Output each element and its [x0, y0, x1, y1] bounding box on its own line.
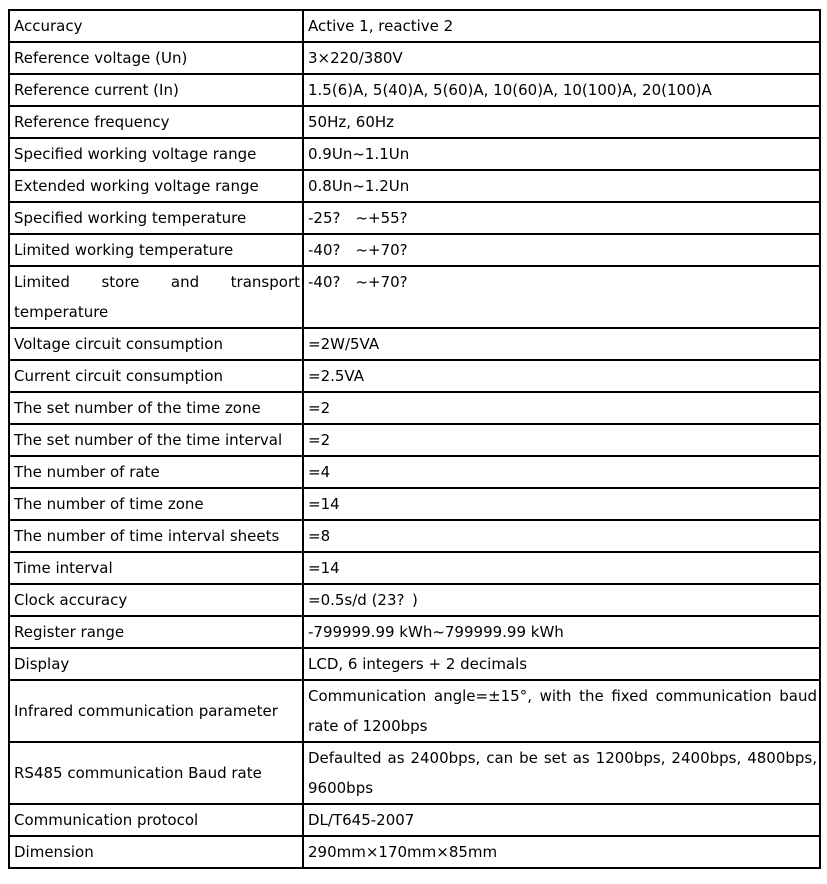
- spec-row: [9, 520, 820, 552]
- spec-label: Register range: [9, 616, 303, 648]
- spec-row: [9, 106, 820, 138]
- spec-row: [9, 584, 820, 616]
- spec-label: Voltage circuit consumption: [9, 328, 303, 360]
- spec-label: The set number of the time interval: [9, 424, 303, 456]
- spec-row: [9, 488, 820, 520]
- spec-value: LCD, 6 integers + 2 decimals: [303, 648, 820, 680]
- spec-label: Reference voltage (Un): [9, 42, 303, 74]
- spec-row: [9, 10, 820, 42]
- spec-label: Time interval: [9, 552, 303, 584]
- spec-row: [9, 170, 820, 202]
- spec-value: -40? ~+70?: [303, 234, 820, 266]
- spec-row: [9, 424, 820, 456]
- spec-label: Infrared communication parameter: [9, 680, 303, 742]
- spec-label: Limited working temperature: [9, 234, 303, 266]
- spec-value: =4: [303, 456, 820, 488]
- spec-label: Reference frequency: [9, 106, 303, 138]
- spec-value: -799999.99 kWh~799999.99 kWh: [303, 616, 820, 648]
- spec-row: [9, 804, 820, 836]
- spec-label: RS485 communication Baud rate: [9, 742, 303, 804]
- spec-label: Current circuit consumption: [9, 360, 303, 392]
- spec-row: [9, 552, 820, 584]
- spec-value: 1.5(6)A, 5(40)A, 5(60)A, 10(60)A, 10(100)A, 20(100)A: [303, 74, 820, 106]
- spec-label: The number of time zone: [9, 488, 303, 520]
- spec-label: Specified working temperature: [9, 202, 303, 234]
- spec-value: Communication angle=±15°, with the fixed communication baud rate of 1200bps: [303, 680, 820, 742]
- spec-row: [9, 742, 820, 804]
- spec-row: [9, 202, 820, 234]
- spec-value: 290mm×170mm×85mm: [303, 836, 820, 868]
- spec-label: Reference current (In): [9, 74, 303, 106]
- spec-label: The set number of the time zone: [9, 392, 303, 424]
- spec-value: DL/T645-2007: [303, 804, 820, 836]
- spec-label: Extended working voltage range: [9, 170, 303, 202]
- spec-label: Dimension: [9, 836, 303, 868]
- spec-value: =0.5s/d (23? ): [303, 584, 820, 616]
- spec-label: Clock accuracy: [9, 584, 303, 616]
- spec-value: -25? ~+55?: [303, 202, 820, 234]
- spec-label: The number of time interval sheets: [9, 520, 303, 552]
- spec-row: [9, 42, 820, 74]
- spec-label: The number of rate: [9, 456, 303, 488]
- spec-row: [9, 648, 820, 680]
- spec-row: [9, 266, 820, 328]
- spec-value: =2.5VA: [303, 360, 820, 392]
- spec-row: [9, 138, 820, 170]
- spec-row: [9, 680, 820, 742]
- spec-label: Communication protocol: [9, 804, 303, 836]
- spec-value: =2: [303, 392, 820, 424]
- spec-value: =14: [303, 552, 820, 584]
- spec-row: [9, 836, 820, 868]
- spec-value: 0.9Un~1.1Un: [303, 138, 820, 170]
- spec-value: =8: [303, 520, 820, 552]
- spec-label: Display: [9, 648, 303, 680]
- spec-row: [9, 360, 820, 392]
- spec-label: Limited store and transport temperature: [9, 266, 303, 328]
- spec-label: Specified working voltage range: [9, 138, 303, 170]
- specifications-table: [8, 9, 821, 869]
- spec-label: Accuracy: [9, 10, 303, 42]
- spec-value: =14: [303, 488, 820, 520]
- spec-row: [9, 74, 820, 106]
- spec-row: [9, 234, 820, 266]
- spec-value: -40? ~+70?: [303, 266, 820, 328]
- spec-value: Defaulted as 2400bps, can be set as 1200bps, 2400bps, 4800bps, 9600bps: [303, 742, 820, 804]
- spec-value: =2: [303, 424, 820, 456]
- spec-value: 50Hz, 60Hz: [303, 106, 820, 138]
- spec-row: [9, 392, 820, 424]
- spec-value: 3×220/380V: [303, 42, 820, 74]
- spec-value: 0.8Un~1.2Un: [303, 170, 820, 202]
- spec-row: [9, 328, 820, 360]
- spec-row: [9, 456, 820, 488]
- spec-value: =2W/5VA: [303, 328, 820, 360]
- spec-row: [9, 616, 820, 648]
- spec-value: Active 1, reactive 2: [303, 10, 820, 42]
